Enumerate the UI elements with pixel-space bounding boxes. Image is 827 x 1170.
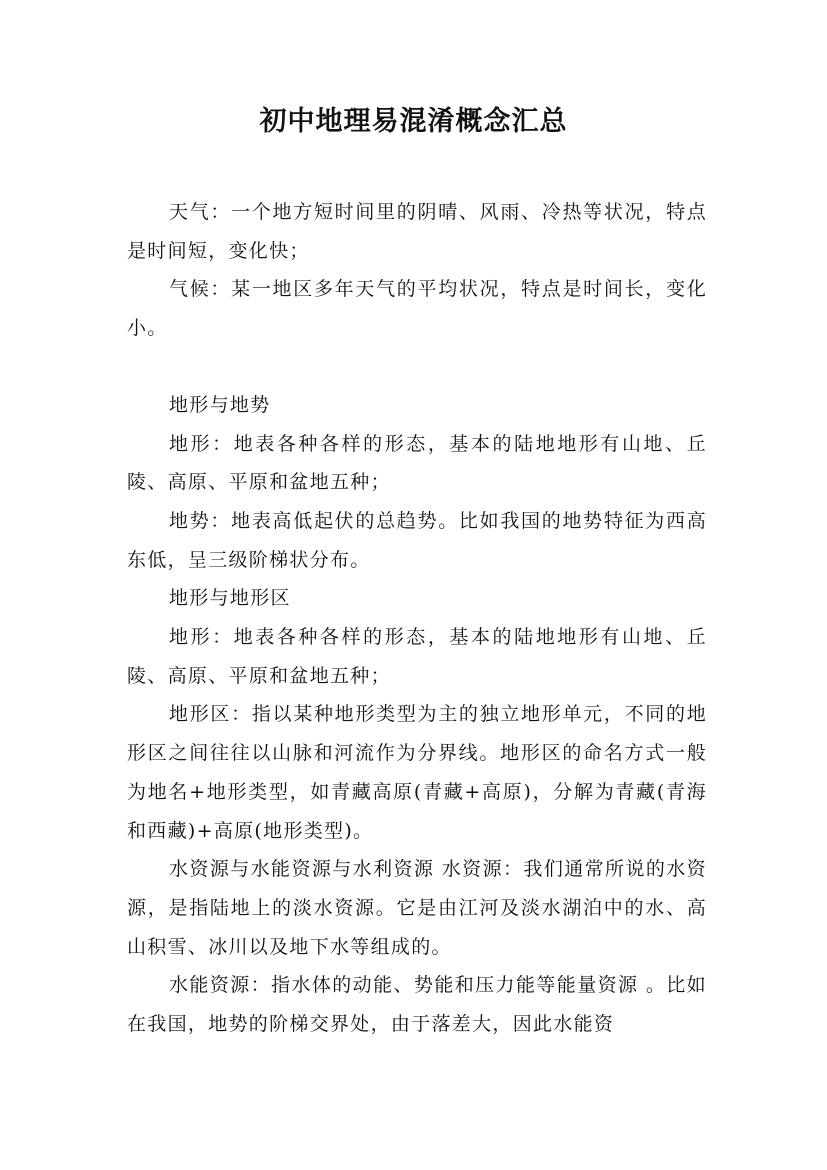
section-heading-landform-region: 地形与地形区 [169,587,291,610]
section-heading-landform-terrain: 地形与地势 [169,393,271,416]
document-title: 初中地理易混淆概念汇总 [259,106,568,137]
paragraph-landform-region: 地形区：指以某种地形类型为主的独立地形单元，不同的地形区之间往往以山脉和河流作为分界线。地形区的命名方式一般为地名+地形类型，如青藏高原(青藏+高原)，分解为青藏(青海和西藏)+高原(地形类型)。 [127,703,707,842]
paragraph-landform-repeat: 地形：地表各种各样的形态，基本的陆地地形有山地、丘陵、高原、平原和盆地五种； [127,626,707,687]
paragraph-landform: 地形：地表各种各样的形态，基本的陆地地形有山地、丘陵、高原、平原和盆地五种； [127,432,707,494]
paragraph-water-resources: 水资源与水能资源与水利资源 水资源：我们通常所说的水资源，是指陆地上的淡水资源。它是由江河及淡水湖泊中的水、高山积雪、冰川以及地下水等组成的。 [127,858,707,958]
document-body [127,193,707,1044]
paragraph-hydropower-resources: 水能资源：指水体的动能、势能和压力能等能量资源 。比如在我国，地势的阶梯交界处，由于落差大，因此水能资 [127,974,707,1036]
paragraph-climate: 气候：某一地区多年天气的平均状况，特点是时间长，变化小。 [127,278,707,340]
paragraph-weather: 天气：一个地方短时间里的阴晴、风雨、冷热等状况，特点是时间短，变化快； [127,201,707,262]
paragraph-terrain-trend: 地势：地表高低起伏的总趋势。比如我国的地势特征为西高东低，呈三级阶梯状分布。 [127,509,707,571]
